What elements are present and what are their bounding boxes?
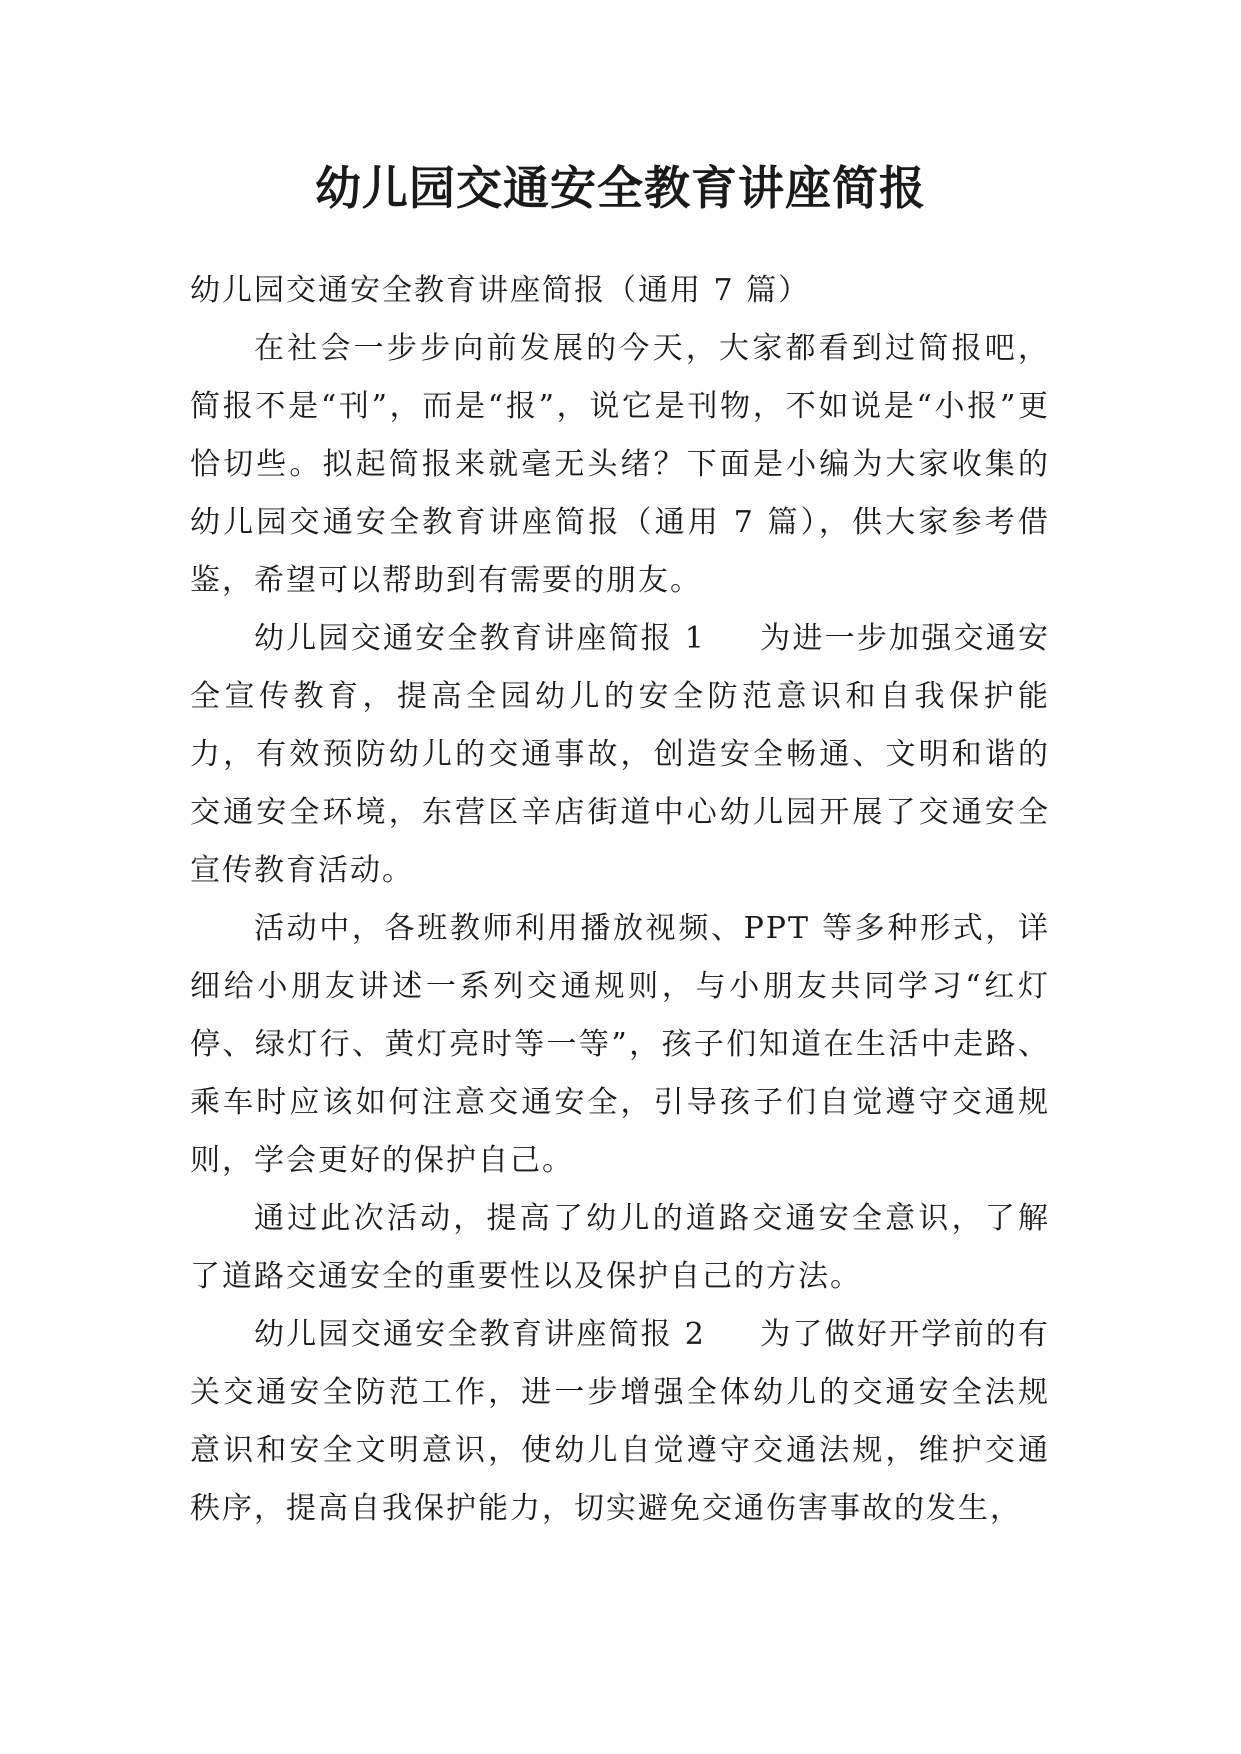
intro-paragraph: 在社会一步步向前发展的今天，大家都看到过简报吧，简报不是“刊”，而是“报”，说它是刊物，不如说是“小报”更恰切些。拟起简报来就毫无头绪？下面是小编为大家收集的幼儿园交通安全教育讲座简报（通用 7 篇），供大家参考借鉴，希望可以帮助到有需要的朋友。 [190,331,1050,598]
section-2-paragraph [190,1306,1050,1538]
section-2-text: 为了做好开学前的有关交通安全防范工作，进一步增强全体幼儿的交通安全法规意识和安全文明意识，使幼儿自觉遵守交通法规，维护交通秩序，提高自我保护能力，切实避免交通伤害事故的发生， [190,1317,1051,1526]
section-1-text: 为进一步加强交通安全宣传教育，提高全园幼儿的安全防范意识和自我保护能力，有效预防幼儿的交通事故，创造安全畅通、文明和谐的交通安全环境，东营区辛店街道中心幼儿园开展了交通安全宣传教育活动。 [190,621,1051,888]
activity-paragraph: 活动中，各班教师利用播放视频、PPT 等多种形式，详细给小朋友讲述一系列交通规则，与小朋友共同学习“红灯停、绿灯行、黄灯亮时等一等”，孩子们知道在生活中走路、乘车时应该如何注意交通安全，引导孩子们自觉遵守交通规则，学会更好的保护自己。 [190,911,1050,1178]
document-title: 幼儿园交通安全教育讲座简报 [315,161,926,215]
result-paragraph: 通过此次活动，提高了幼儿的道路交通安全意识，了解了道路交通安全的重要性以及保护自己的方法。 [190,1201,1050,1294]
section-1-heading: 幼儿园交通安全教育讲座简报 1 [254,621,706,656]
section-2-heading: 幼儿园交通安全教育讲座简报 2 [254,1317,706,1352]
section-1-paragraph [190,610,1050,900]
document-body [190,262,1050,1538]
document-subtitle: 幼儿园交通安全教育讲座简报（通用 7 篇） [190,273,811,308]
